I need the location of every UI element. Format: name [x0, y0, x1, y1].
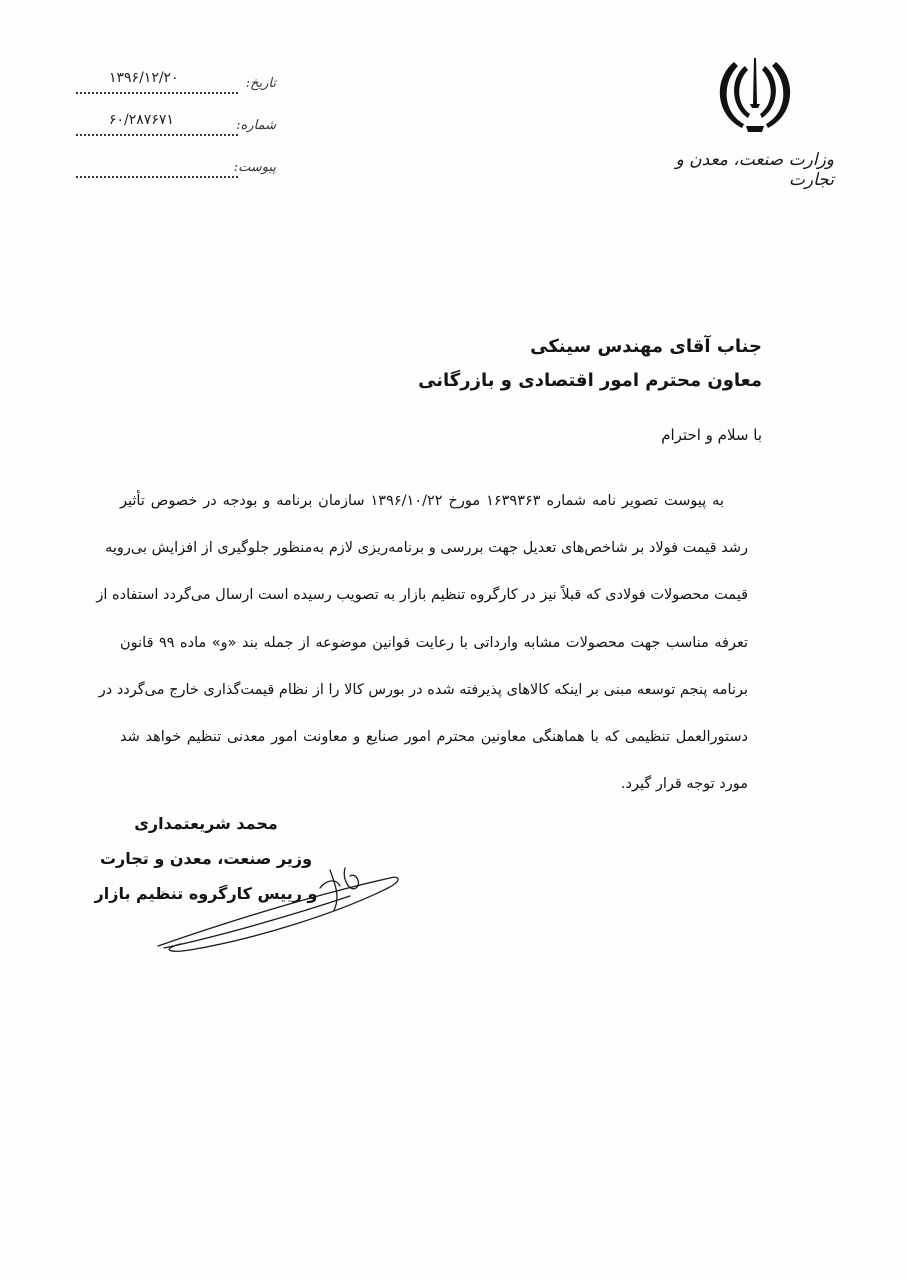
date-line: [76, 92, 238, 94]
attachment-line: [76, 176, 238, 178]
body-line: دستورالعمل تنظیمی که با هماهنگی معاونین محترم امور صنایع و معاونت امور معدنی تنظیم خواهد شد: [120, 729, 748, 746]
signatory-title: وزیر صنعت، معدن و تجارت: [99, 849, 313, 868]
attachment-label: پیوست:: [233, 160, 276, 175]
number-field: [76, 110, 276, 144]
signatory-name: محمد شریعتمداری: [134, 814, 278, 833]
ministry-name: وزارت صنعت، معدن و تجارت: [675, 150, 834, 190]
signatory-role: و رییس کارگروه تنظیم بازار: [94, 884, 318, 903]
body-line: مورد توجه قرار گیرد.: [620, 776, 748, 793]
number-value: ۶۰/۲۸۷۶۷۱: [106, 112, 177, 128]
body-line: تعرفه مناسب جهت محصولات مشابه وارداتی با رعایت قوانین موضوعه از جمله بند «و» ماده ۹۹ قانون: [120, 634, 748, 651]
letter-body: [96, 478, 748, 808]
recipient-block: [242, 330, 762, 398]
date-value: ۱۳۹۶/۱۲/۲۰: [106, 70, 182, 86]
iran-emblem-icon: [712, 56, 798, 134]
date-field: [76, 68, 276, 102]
body-line: رشد قیمت فولاد بر شاخص‌های تعدیل جهت بررسی و برنامه‌ریزی لازم به‌منظور جلوگیری از افزایش بی‌رویه: [105, 540, 748, 557]
body-line: برنامه پنجم توسعه مبنی بر اینکه کالاهای پذیرفته شده در بورس کالا را از نظام قیمت‌گذاری خارج می‌گردد در: [98, 681, 748, 698]
recipient-name: جناب آقای مهندس سینکی: [530, 336, 762, 357]
attachment-field: [76, 152, 276, 186]
salutation: با سلام و احترام: [661, 426, 762, 444]
handwritten-signature: [150, 858, 410, 958]
number-line: [76, 134, 238, 136]
body-line: به پیوست تصویر نامه شماره ۱۶۳۹۳۶۳ مورخ ۱۳۹۶/۱۰/۲۲ سازمان برنامه و بودجه در خصوص تأثیر: [120, 493, 724, 509]
body-line: قیمت محصولات فولادی که قبلاً نیز در کارگروه تنظیم بازار به تصویب رسیده است ارسال می‌گردد استفاده از: [96, 587, 748, 604]
date-label: تاریخ:: [245, 76, 276, 91]
recipient-title: معاون محترم امور اقتصادی و بازرگانی: [418, 370, 762, 391]
number-label: شماره:: [236, 118, 276, 133]
